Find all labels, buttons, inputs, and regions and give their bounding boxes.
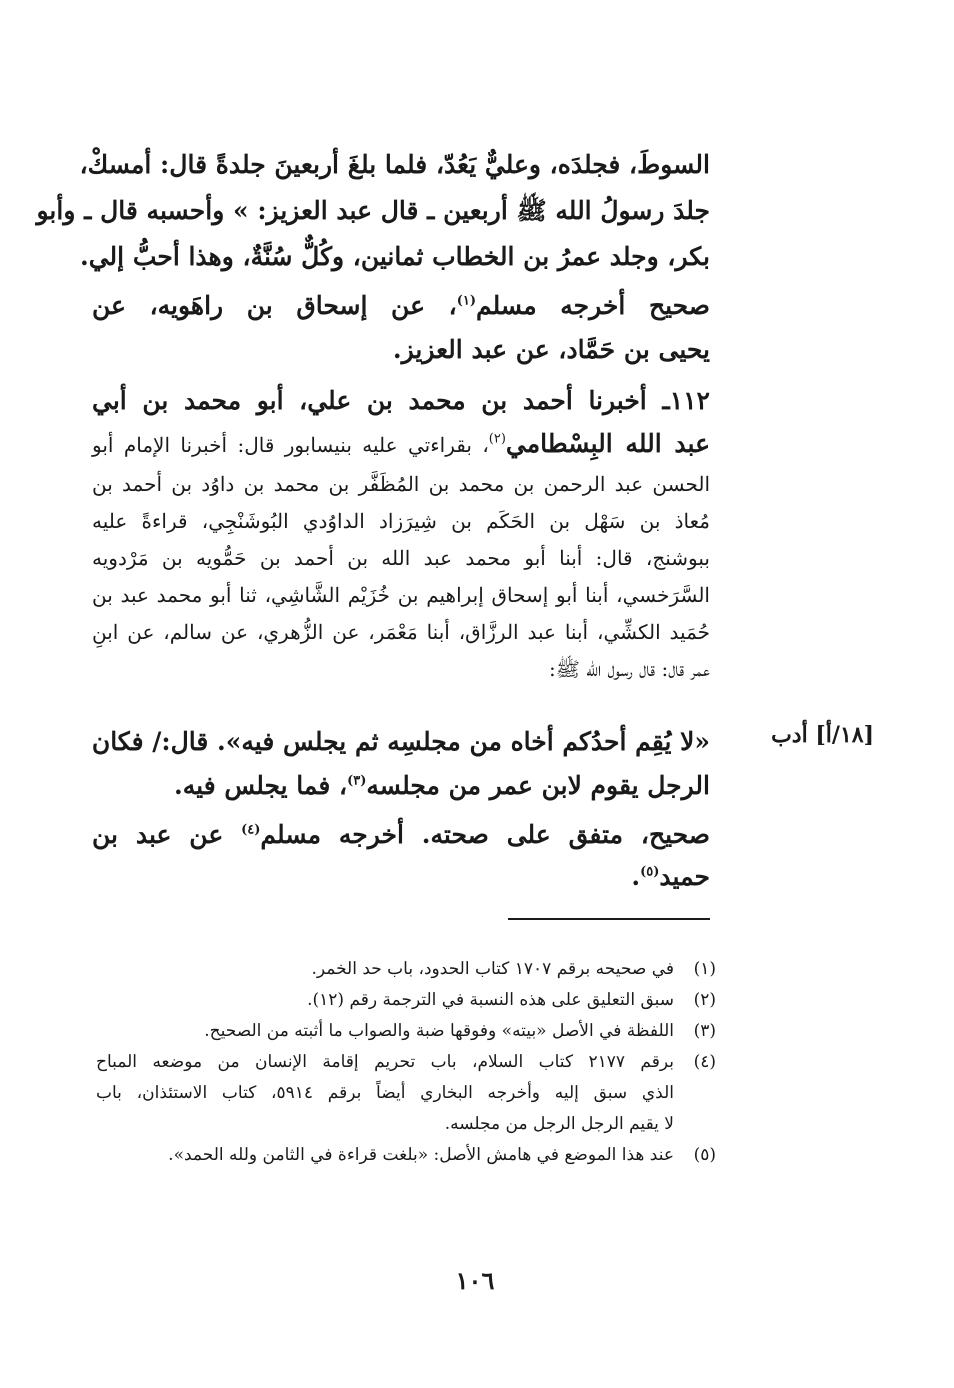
text-line: عمر قال: قال رسول الله ﷺ: (548, 657, 710, 681)
text-line: ببوشنج، قال: أبنا أبو محمد عبد الله بن أحمد بن حَمُّويه بن مَرْدويه (92, 546, 710, 570)
text-line: مُعاذ بن سَهْل بن الحَكَم بن شِيرَزاد الداوُدي البُوشَنْجِي، قراءةً عليه (92, 509, 710, 533)
footnote-number: (٣) (693, 1021, 716, 1041)
footnote-item (96, 1047, 716, 1140)
footnote-ref[interactable]: (٤) (241, 822, 261, 838)
footnote-number: (٥) (693, 1145, 716, 1165)
footnote-separator (508, 918, 710, 920)
paragraph-isnad-heading (92, 380, 710, 422)
footnote-text: عند هذا الموضع في هامش الأصل: «بلغت قراءة في الثامن ولله الحمد». (168, 1145, 674, 1165)
footnote-text: في صحيحه برقم ١٧٠٧ كتاب الحدود، باب حد الخمر. (311, 959, 674, 979)
text-line: صحيح، متفق على صحته. أخرجه مسلم$^{(٤)}$ عن عبد بن (92, 820, 710, 849)
footnote-number: (١) (693, 959, 716, 979)
text-line: السوطَ، فجلدَه، وعليٌّ يَعُدّ، فلما بلغَ أربعينَ جلدةً قال: أمسكْ، (79, 150, 710, 179)
footnote-ref[interactable]: (٢) (488, 431, 506, 447)
footnote-item (96, 954, 716, 985)
paragraph-isnad-chain (92, 466, 710, 688)
hadith-number-line: ١١٢ـ أخبرنا أحمد بن محمد بن علي، أبو محمد بن أبي (92, 386, 710, 415)
footnote-item (96, 985, 716, 1016)
footnote-ref[interactable]: (٣) (347, 773, 367, 789)
footnote-text (96, 1047, 674, 1140)
footnote-number: (٢) (693, 990, 716, 1010)
footnote-line: لا يقيم الرجل الرجل من مجلسه. (444, 1114, 674, 1134)
text-line: حميد$^{(٥)}$. (631, 862, 710, 891)
footnote-item (96, 1140, 716, 1171)
footnotes (96, 954, 716, 1171)
text-line: صحيح أخرجه مسلم$^{(١)}$، عن إسحاق بن راهَويه، عن (92, 291, 710, 320)
text-line: «لا يُقِم أحدُكم أخاه من مجلسِه ثم يجلس فيه». قال:/ فكان (91, 727, 710, 756)
text-line: الحسن عبد الرحمن بن محمد بن المُظَفَّر بن محمد بن داوُد بن أحمد بن (92, 472, 711, 496)
isnad-line-2 (92, 422, 710, 467)
footnote-text: اللفظة في الأصل «بيته» وفوقها ضبة والصواب ما أثبته من الصحيح. (204, 1021, 674, 1041)
paragraph-takhrij-2 (92, 814, 710, 898)
text-line: عبد الله البِسْطامي$^{(٢)}$، بقراءتي عليه بنيسابور قال: أخبرنا الإمام أبو (92, 429, 710, 458)
text-line: الرجل يقوم لابن عمر من مجلسه$^{(٣)}$، فما يجلس فيه. (174, 771, 710, 800)
text-line: يحيى بن حَمَّاد، عن عبد العزيز. (392, 335, 710, 364)
footnote-line: الذي سبق إليه وأخرجه البخاري أيضاً برقم ٥٩١٤، كتاب الاستئذان، باب (96, 1083, 674, 1103)
text-line: بكر، وجلد عمرُ بن الخطاب ثمانين، وكُلٌّ سُنَّةٌ، وهذا أحبُّ إلي. (80, 242, 710, 271)
paragraph-takhrij-1 (92, 284, 710, 372)
margin-note: [١٨/أ] أدب (771, 722, 874, 748)
paragraph-hadith-matn (92, 720, 710, 808)
page-number: ١٠٦ (455, 1266, 495, 1295)
footnote-number: (٤) (693, 1052, 716, 1072)
footnote-line: برقم ٢١٧٧ كتاب السلام، باب تحريم إقامة الإنسان من موضعه المباح (96, 1052, 674, 1072)
footnote-item (96, 1016, 716, 1047)
text-line: حُمَيد الكشِّي، أبنا عبد الرزَّاق، أبنا مَعْمَر، عن الزُّهري، عن سالم، عن ابنِ (92, 620, 710, 644)
footnote-ref[interactable]: (٥) (640, 864, 660, 880)
text-line: السَّرَخسي، أبنا أبو إسحاق إبراهيم بن خُزَيْم الشَّاشِي، ثنا أبو محمد عبد بن (92, 583, 710, 607)
text-line: جلدَ رسولُ الله ﷺ أربعين ـ قال عبد العزيز: » وأحسبه قال ـ وأبو (36, 196, 710, 225)
paragraph-hadith-text (36, 142, 710, 280)
footnote-text: سبق التعليق على هذه النسبة في الترجمة رقم (١٢). (307, 990, 674, 1010)
footnote-ref[interactable]: (١) (456, 293, 477, 309)
